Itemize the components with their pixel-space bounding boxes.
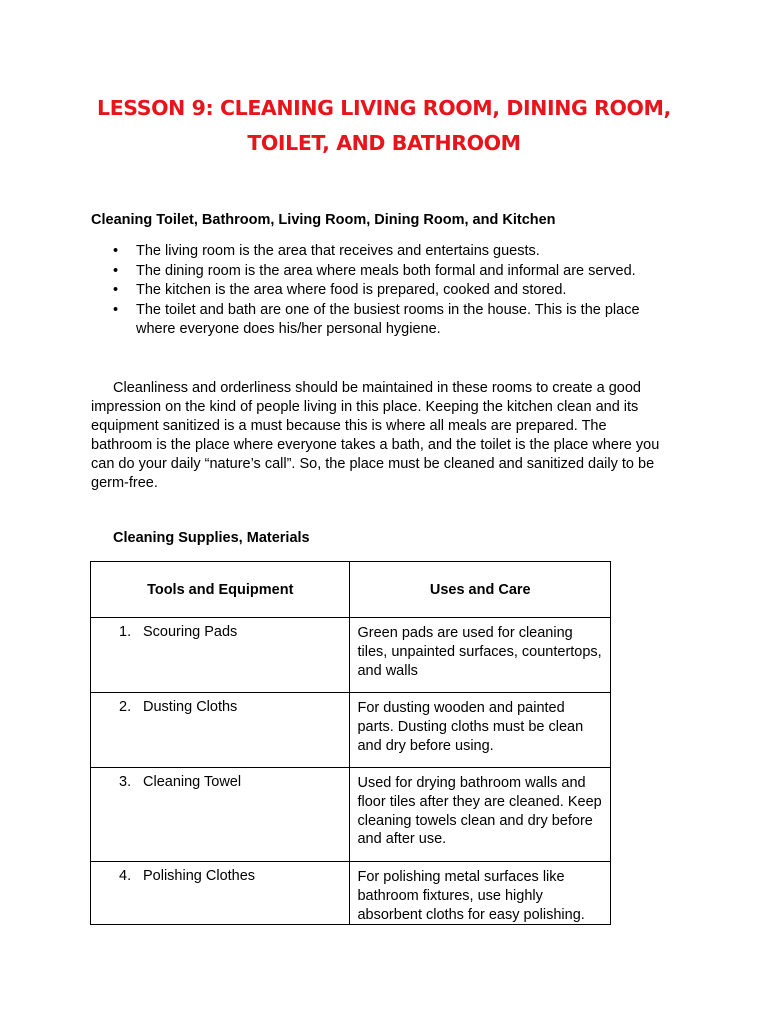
lesson-title-line-1: LESSON 9: CLEANING LIVING ROOM, DINING ROOM, — [97, 96, 671, 120]
list-item — [91, 301, 671, 340]
list-item-text: The dining room is the area where meals both formal and informal are served. — [136, 262, 636, 279]
bullet-icon: • — [113, 243, 119, 259]
table-row — [91, 618, 611, 693]
item-number: 2. — [119, 699, 132, 715]
use-cell: For dusting wooden and painted parts. Dusting cloths must be clean and dry before using. — [350, 693, 611, 768]
tool-cell — [91, 693, 350, 768]
item-number: 3. — [119, 774, 132, 790]
list-item — [91, 262, 671, 282]
tool-cell — [91, 768, 350, 862]
tool-name: Dusting Cloths — [143, 699, 238, 715]
bullet-icon: • — [113, 301, 119, 318]
list-item-text: The toilet and bath are one of the busiest rooms in the house. This is the place where everyone does his/her personal hygiene. — [136, 301, 640, 338]
use-cell: Green pads are used for cleaning tiles, unpainted surfaces, countertops, and walls — [350, 618, 611, 693]
table-row — [91, 862, 611, 925]
supplies-heading: Cleaning Supplies, Materials — [113, 530, 310, 546]
tool-name: Cleaning Towel — [143, 774, 242, 790]
bullet-icon: • — [113, 262, 119, 279]
column-header-uses: Uses and Care — [350, 562, 611, 618]
table-row — [91, 768, 611, 862]
supplies-table — [90, 561, 611, 925]
tool-cell — [91, 862, 350, 925]
bullet-list — [91, 242, 671, 340]
lesson-title-line-2: TOILET, AND BATHROOM — [247, 131, 521, 155]
use-cell: Used for drying bathroom walls and floor tiles after they are cleaned. Keep cleaning towels clean and dry before and after use. — [350, 768, 611, 862]
use-cell: For polishing metal surfaces like bathroom fixtures, use highly absorbent cloths for easy polishing. — [350, 862, 611, 925]
list-item-text: The living room is the area that receives and entertains guests. — [136, 243, 540, 259]
bullet-icon: • — [113, 282, 119, 299]
tool-name: Polishing Clothes — [143, 868, 256, 884]
column-header-tools: Tools and Equipment — [91, 562, 350, 618]
tool-cell — [91, 618, 350, 693]
intro-paragraph: Cleanliness and orderliness should be maintained in these rooms to create a good impression on the kind of people living in this place. Keeping the kitchen clean and its equipment sanitized is a must because this is where all meals are prepared. The bathroom is the place where everyone takes a bath, and the toilet is the place where you can do your daily “nature’s call”. So, the place must be cleaned and sanitized daily to be germ-free. — [91, 380, 660, 491]
list-item — [91, 242, 671, 262]
table-header-row — [91, 562, 611, 618]
section-heading: Cleaning Toilet, Bathroom, Living Room, Dining Room, and Kitchen — [91, 212, 556, 228]
table-row — [91, 693, 611, 768]
list-item-text: The kitchen is the area where food is prepared, cooked and stored. — [136, 282, 567, 299]
item-number: 4. — [119, 868, 132, 884]
item-number: 1. — [119, 624, 132, 640]
list-item — [91, 281, 671, 301]
tool-name: Scouring Pads — [143, 624, 238, 640]
